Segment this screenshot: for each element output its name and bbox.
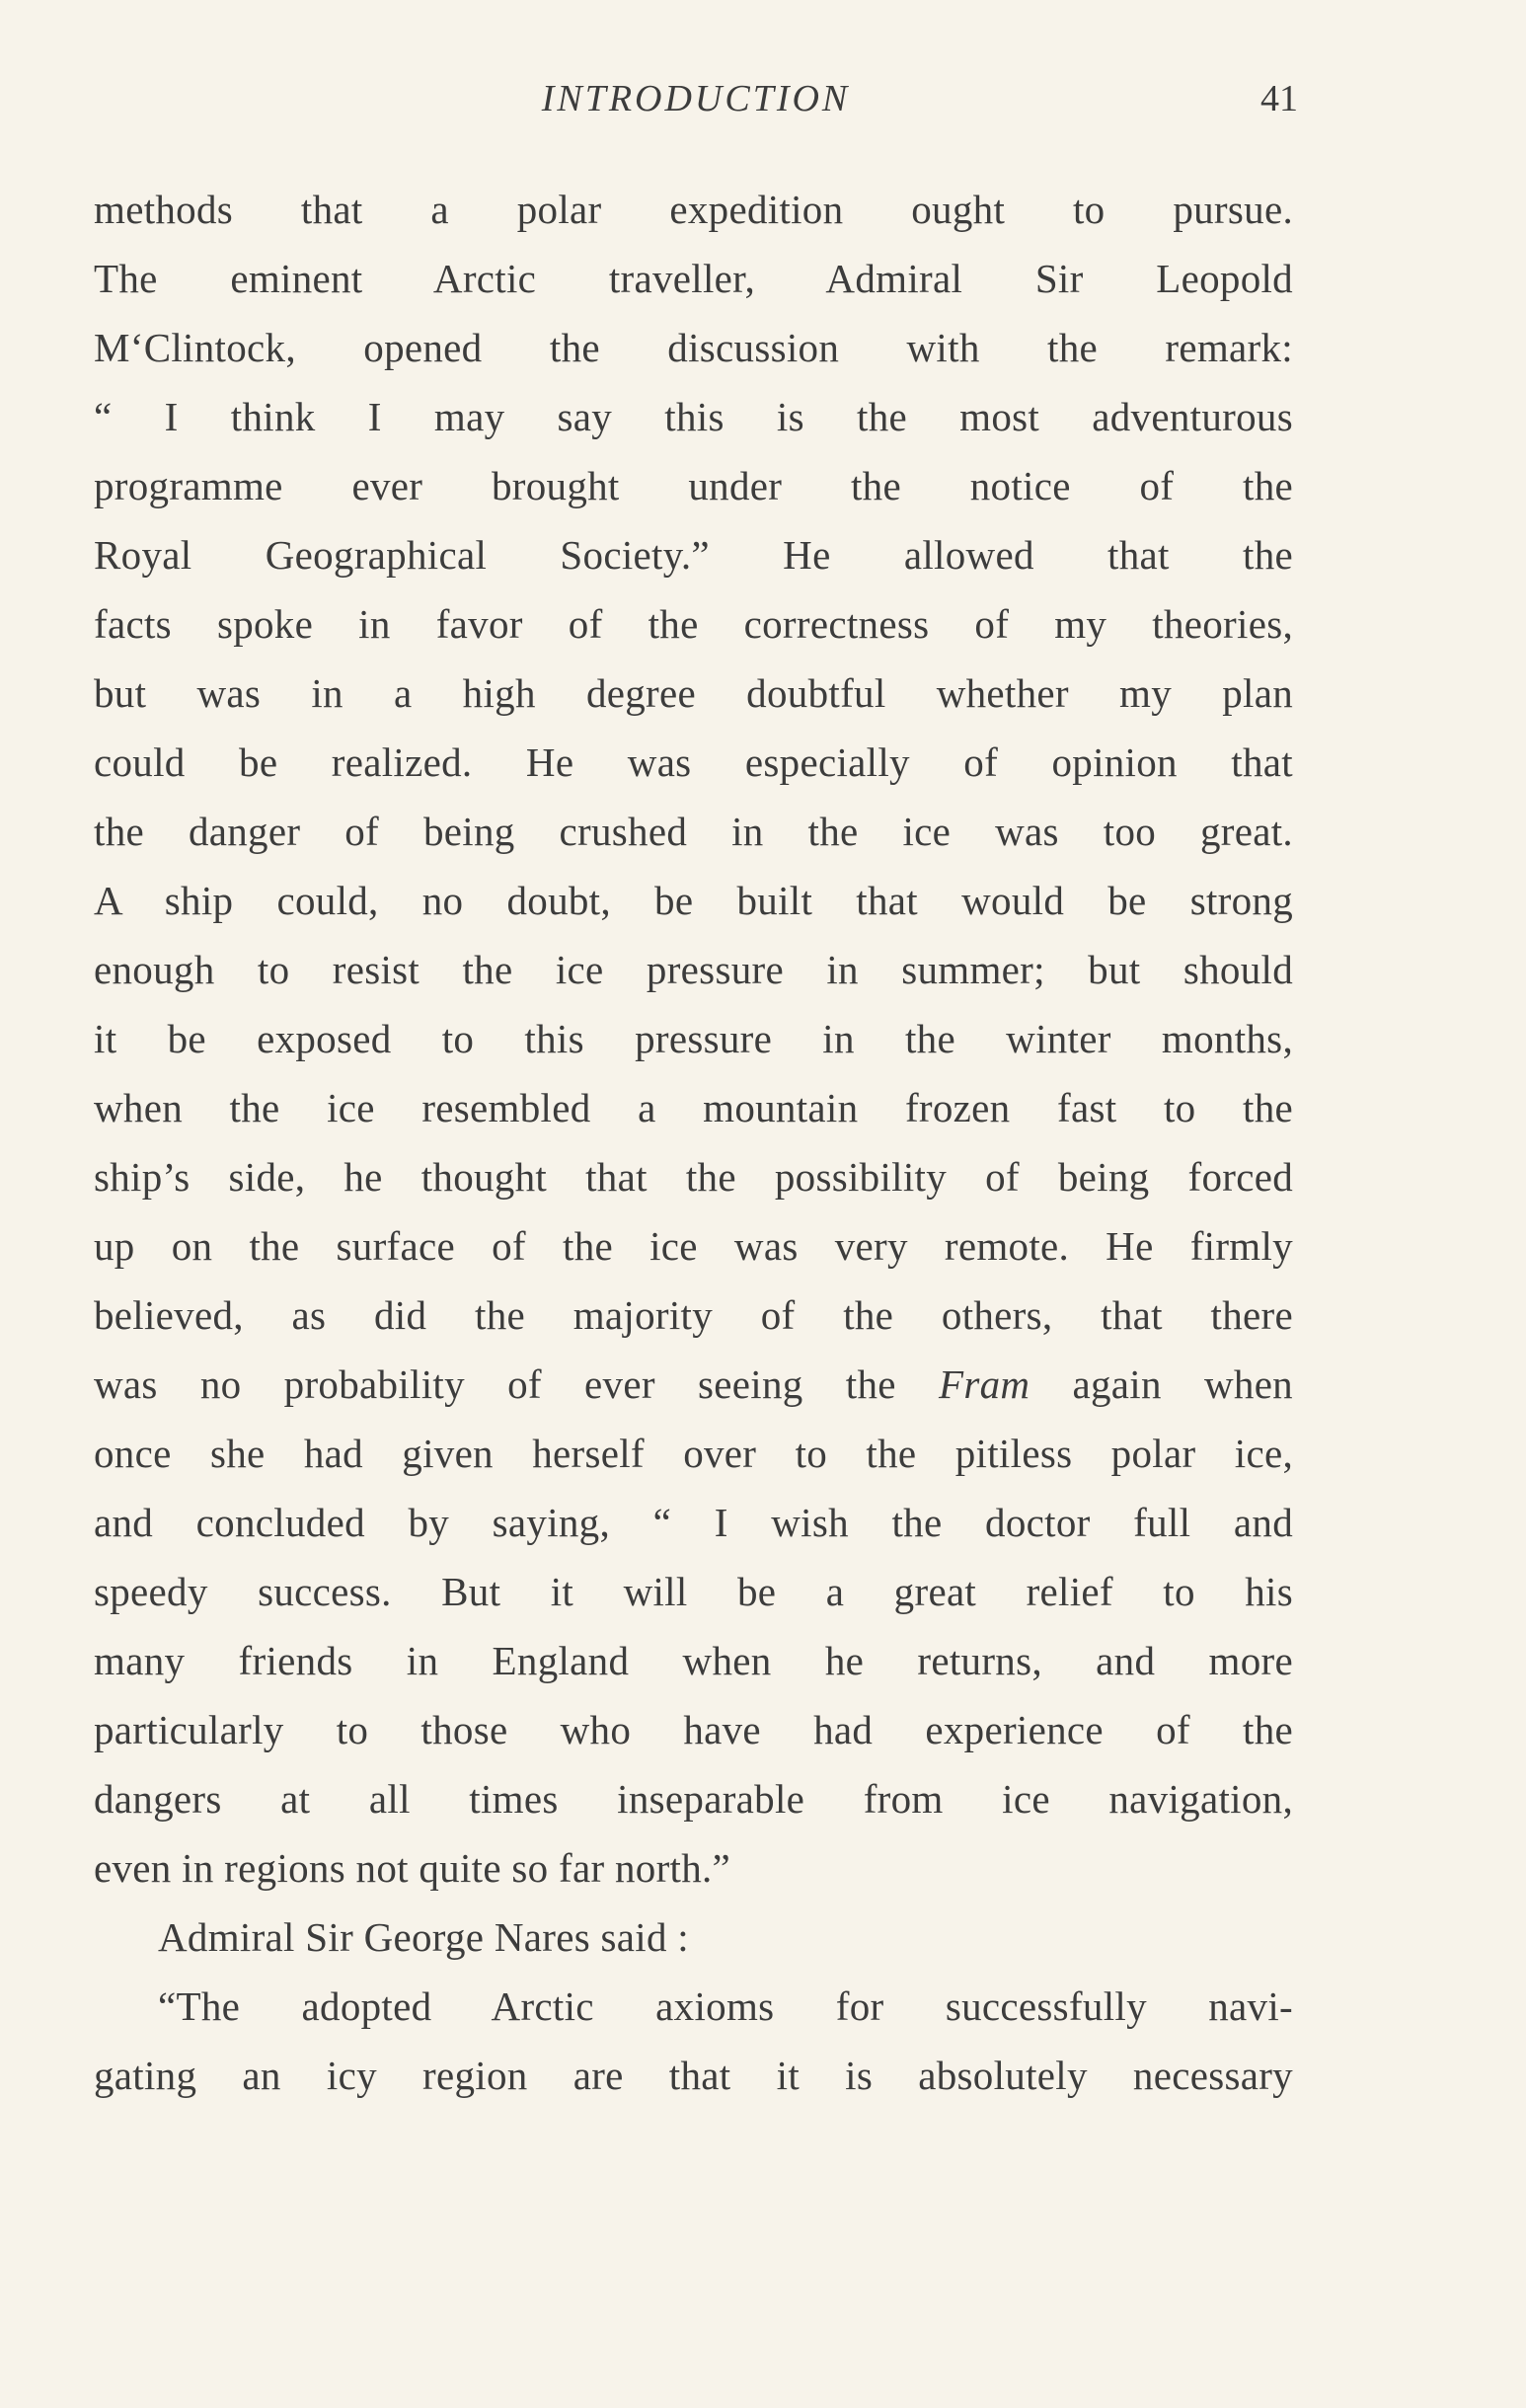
text-line: when the ice resembled a mountain frozen fast to the	[94, 1085, 1293, 1130]
text-line: Royal Geographical Society.” He allowed that the	[94, 532, 1293, 578]
text-line: “ I think I may say this is the most adventurous	[94, 394, 1293, 439]
text-line: could be realized. He was especially of opinion that	[94, 739, 1293, 785]
running-head	[94, 69, 1298, 128]
text-line: even in regions not quite so far north.”	[94, 1845, 731, 1891]
text-line: ship’s side, he thought that the possibility of being forced	[94, 1154, 1293, 1200]
page-number: 41	[1260, 78, 1298, 119]
text-line: facts spoke in favor of the correctness of my theories,	[94, 601, 1293, 647]
text-line: programme ever brought under the notice of the	[94, 463, 1293, 508]
text-run: was no probability of ever seeing the	[94, 1361, 939, 1407]
text-line: dangers at all times inseparable from ice navigation,	[94, 1776, 1293, 1822]
text-line: methods that a polar expedition ought to pursue.	[94, 187, 1293, 232]
text-line	[94, 1350, 1293, 1419]
text-line: up on the surface of the ice was very remote. He firmly	[94, 1223, 1293, 1269]
text-line: enough to resist the ice pressure in summer; but should	[94, 947, 1293, 992]
text-line: Admiral Sir George Nares said :	[158, 1914, 689, 1960]
text-line: gating an icy region are that it is absolutely necessary	[94, 2053, 1293, 2098]
text-line: it be exposed to this pressure in the winter months,	[94, 1016, 1293, 1061]
text-line: “The adopted Arctic axioms for successfully navi-	[158, 1983, 1293, 2029]
text-line: once she had given herself over to the pitiless polar ice,	[94, 1431, 1293, 1476]
running-head-title: INTRODUCTION	[541, 78, 851, 119]
text-line: A ship could, no doubt, be built that would be strong	[94, 878, 1293, 923]
body-text	[94, 175, 1293, 2110]
text-line: many friends in England when he returns, and more	[94, 1638, 1293, 1683]
text-line: but was in a high degree doubtful whether my plan	[94, 670, 1293, 716]
text-line: believed, as did the majority of the others, that there	[94, 1292, 1293, 1338]
text-line: particularly to those who have had experience of the	[94, 1707, 1293, 1752]
text-line: speedy success. But it will be a great relief to his	[94, 1569, 1293, 1614]
text-run: again when	[1030, 1361, 1293, 1407]
text-line: the danger of being crushed in the ice was too great.	[94, 809, 1293, 854]
ship-name-italic: Fram	[938, 1361, 1030, 1407]
text-line: M‘Clintock, opened the discussion with the remark:	[94, 325, 1293, 370]
text-line: The eminent Arctic traveller, Admiral Sir Leopold	[94, 256, 1293, 301]
text-line: and concluded by saying, “ I wish the doctor full and	[94, 1500, 1293, 1545]
